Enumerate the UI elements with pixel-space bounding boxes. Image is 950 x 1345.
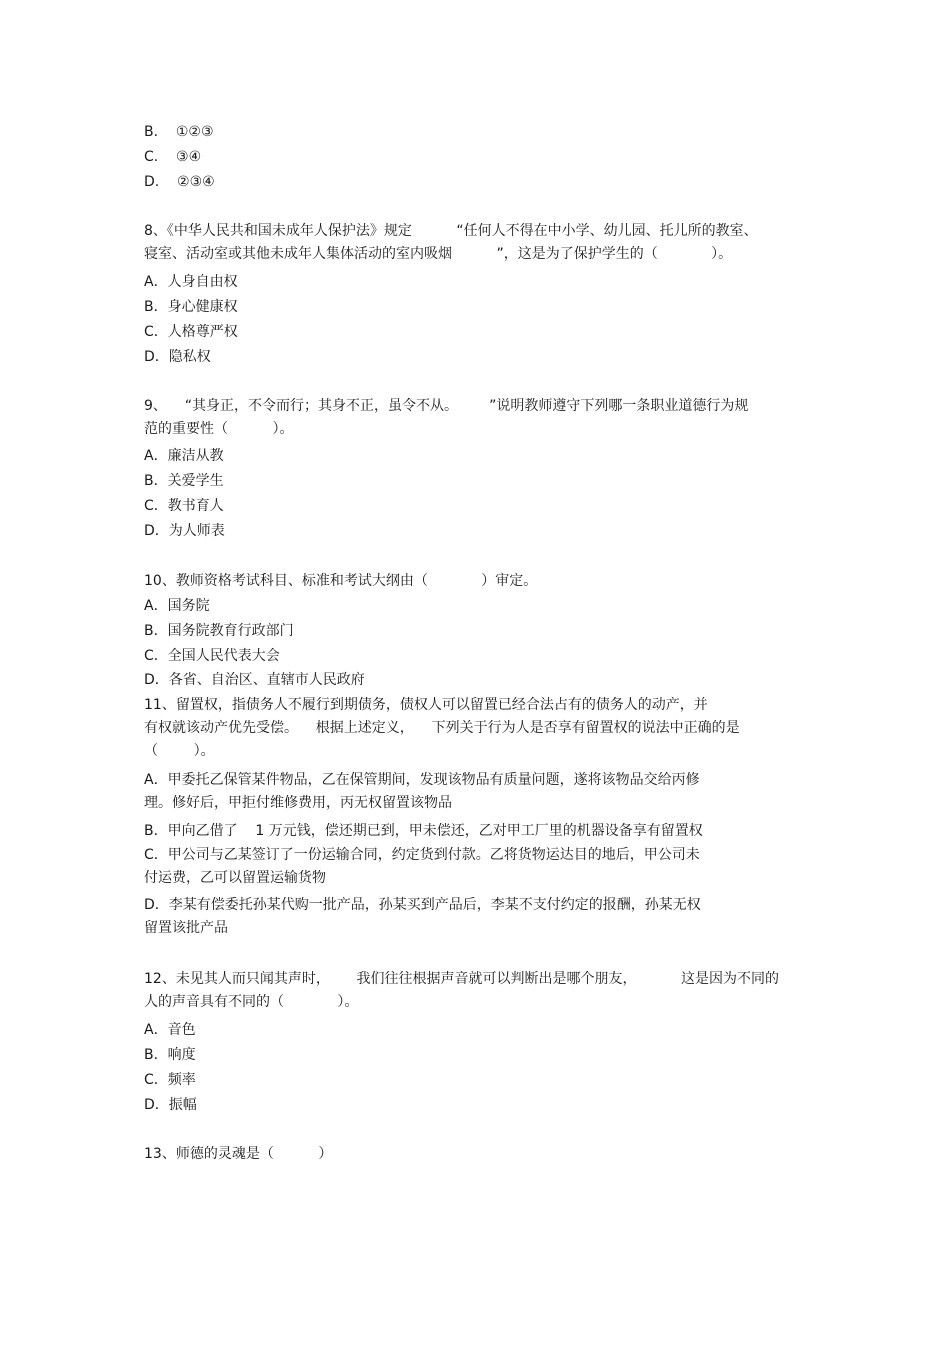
q8-option-b: B．身心健康权 — [144, 299, 238, 315]
q12-option-c: C．频率 — [144, 1072, 196, 1088]
question-12-stem-cont: 人的声音具有不同的（ ）。 — [144, 994, 359, 1010]
option-c: C. ③④ — [144, 149, 202, 165]
question-8-stem-cont: 寝室、活动室或其他未成年人集体活动的室内吸烟 ”，这是为了保护学生的（ ）。 — [144, 246, 733, 262]
q10-option-c: C．全国人民代表大会 — [144, 648, 280, 664]
question-13-stem: 13、师德的灵魂是（ ） — [144, 1146, 333, 1162]
q11-option-a: A．甲委托乙保管某件物品，乙在保管期间，发现该物品有质量问题，遂将该物品交给丙修 — [144, 772, 700, 788]
q11-option-d-cont: 留置该批产品 — [144, 920, 228, 936]
q12-option-b: B．响度 — [144, 1047, 196, 1063]
question-10-stem: 10、教师资格考试科目、标准和考试大纲由（ ）审定。 — [144, 573, 538, 589]
question-8-stem: 8、《中华人民共和国未成年人保护法》规定 “任何人不得在中小学、幼儿园、托儿所的教室、 — [144, 223, 758, 239]
q9-option-b: B．关爱学生 — [144, 473, 224, 489]
q10-option-a: A．国务院 — [144, 598, 210, 614]
option-b: B. ①②③ — [144, 124, 214, 140]
question-11-stem-cont: 有权就该动产优先受偿。 根据上述定义， 下列关于行为人是否享有留置权的说法中正确的是 — [144, 720, 740, 736]
q9-option-a: A．廉洁从教 — [144, 448, 224, 464]
q12-option-d: D．振幅 — [144, 1097, 197, 1113]
option-d: D. ②③④ — [144, 174, 215, 190]
question-9-stem-cont: 范的重要性（ ）。 — [144, 421, 294, 437]
question-11-stem: 11、留置权，指债务人不履行到期债务，债权人可以留置已经合法占有的债务人的动产，并 — [144, 697, 708, 713]
question-11-stem-end: （ ）。 — [144, 743, 215, 759]
q11-option-a-cont: 理。修好后，甲拒付维修费用，丙无权留置该物品 — [144, 795, 452, 811]
q8-option-d: D．隐私权 — [144, 349, 211, 365]
q8-option-a: A．人身自由权 — [144, 274, 238, 290]
q11-option-d: D．李某有偿委托孙某代购一批产品，孙某买到产品后，李某不支付约定的报酬，孙某无权 — [144, 897, 701, 913]
q11-option-b: B．甲向乙借了 1 万元钱，偿还期已到，甲未偿还，乙对甲工厂里的机器设备享有留置权 — [144, 823, 703, 839]
q10-option-d: D．各省、自治区、直辖市人民政府 — [144, 672, 365, 688]
q11-option-c: C．甲公司与乙某签订了一份运输合同，约定货到付款。乙将货物运达目的地后，甲公司未 — [144, 847, 700, 863]
question-9-stem: 9、 “其身正，不令而行；其身不正，虽令不从。 ”说明教师遵守下列哪一条职业道德行为规 — [144, 398, 749, 414]
q8-option-c: C．人格尊严权 — [144, 324, 238, 340]
q9-option-c: C．教书育人 — [144, 498, 224, 514]
question-12-stem: 12、未见其人而只闻其声时， 我们往往根据声音就可以判断出是哪个朋友， 这是因为不同的 — [144, 971, 780, 987]
q9-option-d: D．为人师表 — [144, 523, 225, 539]
q12-option-a: A．音色 — [144, 1022, 196, 1038]
q10-option-b: B．国务院教育行政部门 — [144, 623, 294, 639]
q11-option-c-cont: 付运费，乙可以留置运输货物 — [144, 870, 326, 886]
